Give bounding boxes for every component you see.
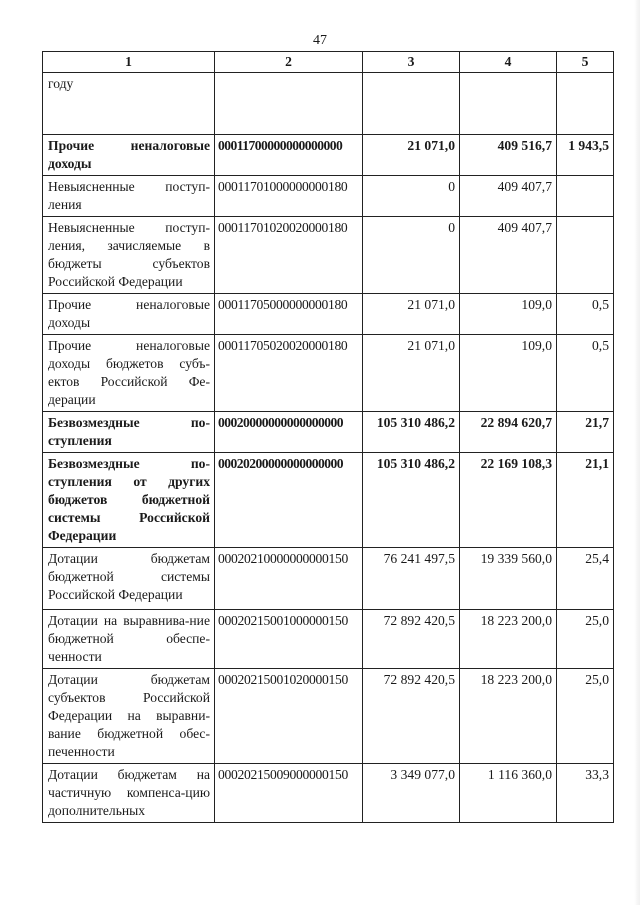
- row-name-cell: Прочие неналоговые доходы: [43, 294, 215, 335]
- row-actual-cell: 109,0: [460, 294, 557, 335]
- row-name-cell: Прочие неналоговые доходы: [43, 135, 215, 176]
- table-row: [43, 548, 614, 610]
- row-actual-cell: 19 339 560,0: [460, 548, 557, 610]
- row-code-cell: 00020200000000000000: [215, 453, 363, 548]
- header-col-1: 1: [43, 52, 215, 73]
- row-code-cell: 00011705000000000180: [215, 294, 363, 335]
- row-code-cell: 00020000000000000000: [215, 412, 363, 453]
- row-actual-cell: 22 169 108,3: [460, 453, 557, 548]
- header-col-2: 2: [215, 52, 363, 73]
- row-code-cell: 00011705020020000180: [215, 335, 363, 412]
- table-row: [43, 764, 614, 823]
- header-col-5: 5: [557, 52, 614, 73]
- row-actual-cell: 109,0: [460, 335, 557, 412]
- header-col-4: 4: [460, 52, 557, 73]
- row-percent-cell: 21,1: [557, 453, 614, 548]
- row-name-cell: Безвозмездные по-ступления: [43, 412, 215, 453]
- row-plan-cell: 21 071,0: [363, 135, 460, 176]
- row-plan-cell: 21 071,0: [363, 294, 460, 335]
- row-actual-cell: 18 223 200,0: [460, 610, 557, 669]
- row-percent-cell: 25,0: [557, 669, 614, 764]
- row-plan-cell: 76 241 497,5: [363, 548, 460, 610]
- row-name-cell: Дотации бюджетам субъектов Российской Федерации на выравни-вание бюджетной обес-печенности: [43, 669, 215, 764]
- row-name-cell: Невыясненные поступ-ления, зачисляемые в бюджеты субъектов Российской Федерации: [43, 217, 215, 294]
- row-actual-cell: 409 516,7: [460, 135, 557, 176]
- row-name-cell: Дотации бюджетам на частичную компенса-цию дополнительных: [43, 764, 215, 823]
- row-name-cell: Дотации на выравнива-ние бюджетной обеспе-ченности: [43, 610, 215, 669]
- row-code-cell: 00020215001020000150: [215, 669, 363, 764]
- row-percent-cell: 25,4: [557, 548, 614, 610]
- row-name-cell: Невыясненные поступ-ления: [43, 176, 215, 217]
- row-plan-cell: 105 310 486,2: [363, 453, 460, 548]
- row-plan-cell: 72 892 420,5: [363, 610, 460, 669]
- row-code-cell: 00011701000000000180: [215, 176, 363, 217]
- row-percent-cell: 21,7: [557, 412, 614, 453]
- table-row: [43, 453, 614, 548]
- row-code-cell: [215, 73, 363, 135]
- row-percent-cell: 1 943,5: [557, 135, 614, 176]
- header-row: [43, 52, 614, 73]
- row-name-cell: Дотации бюджетам бюджетной системы Российской Федерации: [43, 548, 215, 610]
- row-actual-cell: 409 407,7: [460, 176, 557, 217]
- row-plan-cell: 0: [363, 176, 460, 217]
- row-code-cell: 00011701020020000180: [215, 217, 363, 294]
- row-actual-cell: 18 223 200,0: [460, 669, 557, 764]
- row-plan-cell: 105 310 486,2: [363, 412, 460, 453]
- row-actual-cell: 409 407,7: [460, 217, 557, 294]
- table-body: [43, 73, 614, 823]
- row-code-cell: 00020215009000000150: [215, 764, 363, 823]
- header-col-3: 3: [363, 52, 460, 73]
- row-plan-cell: 0: [363, 217, 460, 294]
- row-percent-cell: 33,3: [557, 764, 614, 823]
- table-row: [43, 176, 614, 217]
- row-percent-cell: 0,5: [557, 294, 614, 335]
- table-row: [43, 412, 614, 453]
- row-name-cell: Безвозмездные по-ступления от других бюджетов бюджетной системы Российской Федерации: [43, 453, 215, 548]
- row-plan-cell: [363, 73, 460, 135]
- row-actual-cell: [460, 73, 557, 135]
- row-name-cell: году: [43, 73, 215, 135]
- row-percent-cell: [557, 217, 614, 294]
- row-name-cell: Прочие неналоговые доходы бюджетов субъ-ектов Российской Фе-дерации: [43, 335, 215, 412]
- row-code-cell: 00020215001000000150: [215, 610, 363, 669]
- row-percent-cell: [557, 176, 614, 217]
- row-percent-cell: [557, 73, 614, 135]
- row-actual-cell: 1 116 360,0: [460, 764, 557, 823]
- row-plan-cell: 3 349 077,0: [363, 764, 460, 823]
- row-percent-cell: 0,5: [557, 335, 614, 412]
- table-row: [43, 669, 614, 764]
- table-row: [43, 294, 614, 335]
- row-plan-cell: 21 071,0: [363, 335, 460, 412]
- table-row: [43, 217, 614, 294]
- table-row: [43, 610, 614, 669]
- row-code-cell: 00011700000000000000: [215, 135, 363, 176]
- row-code-cell: 00020210000000000150: [215, 548, 363, 610]
- budget-table: [42, 51, 614, 823]
- page-number: 47: [313, 33, 327, 48]
- row-percent-cell: 25,0: [557, 610, 614, 669]
- table-row: [43, 335, 614, 412]
- row-plan-cell: 72 892 420,5: [363, 669, 460, 764]
- scan-shadow: [634, 0, 640, 905]
- table-row: [43, 73, 614, 135]
- table-row: [43, 135, 614, 176]
- row-actual-cell: 22 894 620,7: [460, 412, 557, 453]
